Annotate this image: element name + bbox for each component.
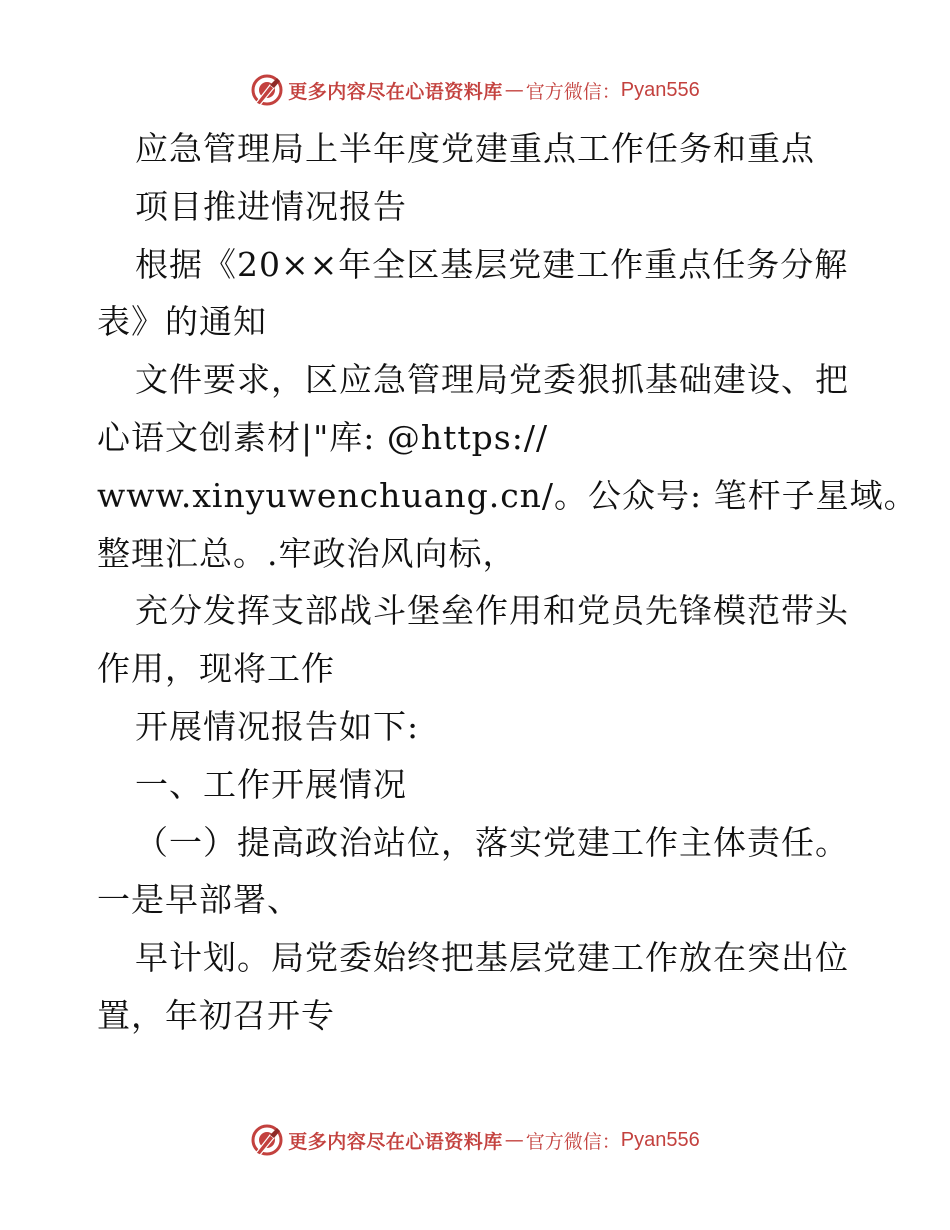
doc-line-title-1: 应急管理局上半年度党建重点工作任务和重点 [135,129,815,168]
banner-separator: — [504,79,524,101]
banner-wechat-label: 官方微信： [525,1130,621,1153]
footer-banner [0,1118,950,1162]
doc-line: 早计划。局党委始终把基层党建工作放在突出位 [135,938,849,978]
banner-wechat-label: 官方微信： [525,80,621,103]
doc-line: 置，年初召开专 [97,995,335,1035]
document-body [97,120,918,1045]
doc-line: 整理汇总。.牢政治风向标， [97,533,517,573]
banner-wechat-id: Pyan556 [620,1128,700,1151]
banner-brand-text: 更多内容尽在心语资料库 [288,1130,503,1153]
banner-wechat-id: Pyan556 [620,78,700,101]
doc-line-title-2: 项目推进情况报告 [135,186,407,226]
doc-line: 表》的通知 [97,302,267,342]
doc-line-subheading: （一）提高政治站位，落实党建工作主体责任。 [135,822,849,862]
banner-brand-text: 更多内容尽在心语资料库 [288,80,503,103]
doc-line: 心语文创素材|"库: @https:// [97,417,549,457]
pen-logo-icon [250,1123,284,1157]
pen-logo-icon [250,73,284,107]
doc-line: www.xinyuwenchuang.cn/。公众号: 笔杆子星域。 [97,475,918,515]
banner-separator: — [504,1129,524,1151]
doc-line: 充分发挥支部战斗堡垒作用和党员先锋模范带头 [135,591,849,631]
doc-line: 文件要求，区应急管理局党委狠抓基础建设、把 [135,360,849,400]
doc-line: 根据《20××年全区基层党建工作重点任务分解 [135,244,849,284]
doc-line: 一是早部署、 [97,880,301,920]
header-banner [0,68,950,112]
doc-line-section-heading: 一、工作开展情况 [135,764,407,804]
doc-line: 作用，现将工作 [97,649,335,689]
doc-line: 开展情况报告如下: [135,706,420,746]
